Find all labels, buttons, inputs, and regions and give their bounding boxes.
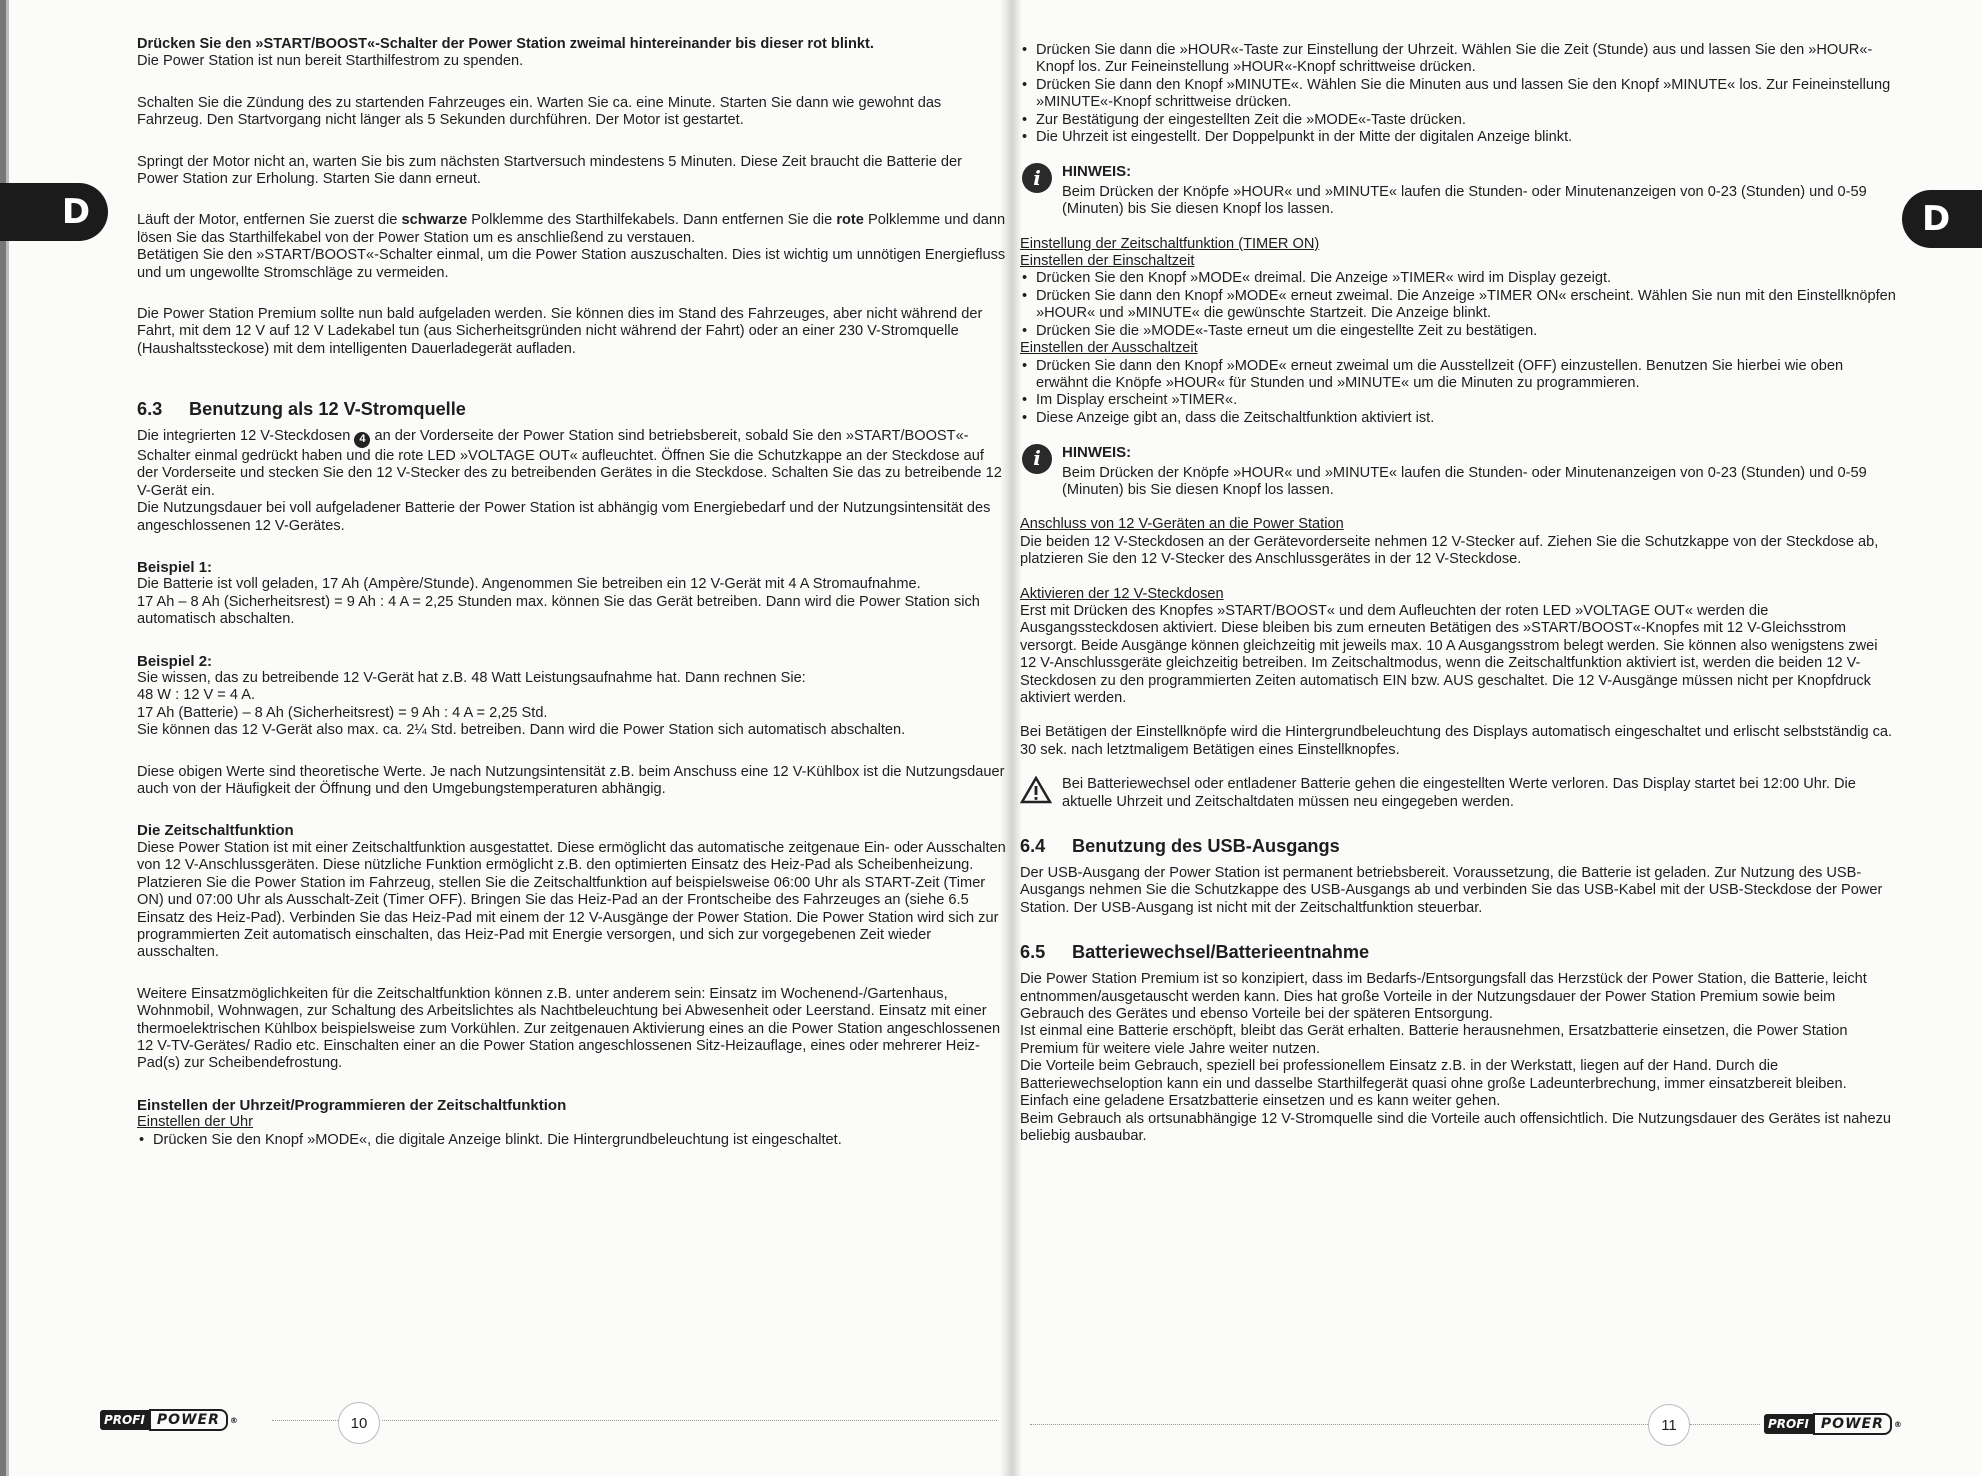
clock-step-1: • Drücken Sie den Knopf »MODE«, die digitale Anzeige blinkt. Die Hintergrundbeleuchtung ist eingeschaltet.	[137, 1132, 1007, 1149]
connection-text: Die beiden 12 V-Steckdosen an der Gerätevorderseite nehmen 12 V-Stecker auf. Ziehen Sie die Schutzkappe von der Steckdose ab, platzieren Sie den 12 V-Stecker des Anschlussgerätes in der 12 V-Steckdose.	[1020, 533, 1879, 568]
on-time-step-1: • Drücken Sie den Knopf »MODE« dreimal. Die Anzeige »TIMER« wird im Display gezeigt.	[1020, 270, 1896, 287]
timer-on-heading: Einstellung der Zeitschaltfunktion (TIMER ON)	[1020, 235, 1320, 252]
page-number-left: 10	[338, 1402, 380, 1444]
theory-paragraph: Diese obigen Werte sind theoretische Werte. Je nach Nutzungsintensität z.B. beim Anschuss eine 12 V-Kühlbox ist die Nutzungsdauer auch von der Häufigkeit der Öffnung und den Umgebungstemperaturen abhängig.	[137, 763, 1005, 798]
warning-icon	[1020, 776, 1052, 804]
warning-text: Bei Batteriewechsel oder entladener Batterie gehen die eingestellten Werte verloren. Das Display startet bei 12:00 Uhr. Die aktuelle Uhrzeit und Zeitschaltdaten müssen neu eingegeben werden.	[1062, 776, 1856, 810]
hint-box-2: i HINWEIS: Beim Drücken der Knöpfe »HOUR« und »MINUTE« laufen die Stunden- oder Minutenanzeigen von 0-23 (Stunden) und 0-59 (Minuten) bis Sie diesen Knopf los lassen.	[1020, 444, 1896, 499]
off-time-heading: Einstellen der Ausschaltzeit	[1020, 340, 1198, 357]
off-time-step-1: • Drücken Sie dann den Knopf »MODE« erneut zweimal um die Ausstellzeit (OFF) einzustellen. Benutzen Sie hierbei wie oben erwähnt die Knöpfe »HOUR« für Stunden und »MINUTE« um die Minuten zu programmieren.	[1020, 358, 1896, 393]
clock-programming-title: Einstellen der Uhrzeit/Programmieren der Zeitschaltfunktion	[137, 1096, 567, 1114]
activation-text: Erst mit Drücken des Knopfes »START/BOOST« und dem Aufleuchten der roten LED »VOLTAGE OUT« werden die Ausgangssteckdosen aktiviert. Diese bleiben bis zum erneuten Betätigen des »START/BOOST«-Knopfes mit 12 V-Gleichsstrom versorgt. Beide Ausgänge können gleichzeitig mit jeweils max. 10 A Ausgangsstrom belegt werden. Sie können also wenigstens zwei 12 V-Anschlussgeräte gleichzeitig betreiben. Im Zeitschaltmodus, wenn die Zeitschaltfunktion aktiviert ist, werden die beiden 12 V-Steckdosen zu den programmierten Zeiten automatisch EIN bzw. AUS geschaltet. Die 12 V-Ausgänge müssen nicht per Knopfdruck aktiviert werden.	[1020, 602, 1878, 706]
backlight-text: Bei Betätigen der Einstellknöpfe wird die Hintergrundbeleuchtung des Displays automatisch eingeschaltet und erlischt selbstständig ca. 30 sek. nach letztmaligem Betätigen eines Einstellknopfes.	[1020, 724, 1893, 758]
boost-instruction: Drücken Sie den »START/BOOST«-Schalter der Power Station zweimal hintereinander bis dieser rot blinkt.	[137, 36, 874, 52]
example-1-title: Beispiel 1:	[137, 559, 213, 577]
clock-step-minute: • Drücken Sie dann den Knopf »MINUTE«. Wählen Sie die Minuten aus und lassen Sie den Knopf »MINUTE« los. Zur Feineinstellung »MINUTE«-Knopf schrittweise drücken.	[1020, 77, 1896, 112]
example-1-line-2: 17 Ah – 8 Ah (Sicherheitsrest) = 9 Ah : 4 A = 2,25 Stunden max. können Sie das Gerät betreiben. Dann wird die Power Station sich automatisch abschalten.	[137, 593, 980, 628]
example-2-title: Beispiel 2:	[137, 652, 213, 670]
recharge-paragraph: Die Power Station Premium sollte nun bald aufgeladen werden. Sie können dies im Stand des Fahrzeuges, aber nicht während der Fahrt, mit dem 12 V auf 12 V Ladekabel tun (aus Sicherheitsgründen nicht während der Fahrt) oder an einer 230 V-Stromquelle (Haushaltssteckose) mit dem intelligenten Dauerladegerät aufladen.	[137, 306, 983, 357]
disconnect-paragraph: Läuft der Motor, entfernen Sie zuerst die schwarze Polklemme des Starthilfekabels. Dann entfernen Sie die rote Polklemme und dann lösen Sie das Starthilfekabel von der Power Station um es anschließend zu verstauen.	[137, 212, 1006, 246]
timer-function-paragraph: Diese Power Station ist mit einer Zeitschaltfunktion ausgestattet. Diese ermöglicht das automatische zeitgenaue Ein- oder Ausschalten von 12 V-Anschlussgeräten. Diese nützliche Funktion ermöglicht z.B. den optimierten Einsatz des Heiz-Pad als Scheibenheizung. Platzieren Sie die Power Station im Fahrzeug, stellen Sie die Zeitschaltfunktion auf beispielsweise 06:00 Uhr als START-Zeit (Timer ON) und 07:00 Uhr als Ausschalt-Zeit (Timer OFF). Bringen Sie das Heiz-Pad an der Frontscheibe des Fahrzeuges an (siehe 6.5 Einsatz des Heiz-Pad). Verbinden Sie das Heiz-Pad mit einem der 12 V-Ausgänge der Power Station. Die Power Station wird sich zur programmierten Zeit automatisch einschalten, das Heiz-Pad mit Energie versorgen, und sich zur vorgegebenen Zeit wieder ausschalten.	[137, 839, 1006, 961]
section-6-5-para-2: Ist einmal eine Batterie erschöpft, bleibt das Gerät erhalten. Batterie herausnehmen, Ersatzbatterie einsetzen, die Power Station Premium für weitere viele Jahre weiter nutzen.	[1020, 1023, 1848, 1057]
info-icon: i	[1022, 444, 1052, 474]
clock-step-hour: • Drücken Sie dann die »HOUR«-Taste zur Einstellung der Uhrzeit. Wählen Sie die Zeit (Stunde) aus und lassen Sie den »HOUR«-Knopf los. Zur Feineinstellung »HOUR«-Knopf schrittweise drücken.	[1020, 42, 1896, 77]
hint-1-text: Beim Drücken der Knöpfe »HOUR« und »MINUTE« laufen die Stunden- oder Minutenanzeigen von 0-23 (Stunden) und 0-59 (Minuten) bis Sie diesen Knopf los lassen.	[1062, 183, 1867, 218]
footer-rule-right-a	[1030, 1424, 1650, 1425]
timer-function-title: Die Zeitschaltfunktion	[137, 822, 294, 840]
clock-step-confirm: • Zur Bestätigung der eingestellten Zeit die »MODE«-Taste drücken.	[1020, 112, 1896, 129]
example-2-line-4: Sie können das 12 V-Gerät also max. ca. 2¼ Std. betreiben. Dann wird die Power Station sich automatisch abschalten.	[137, 722, 906, 739]
section-6-3-heading: 6.3 Benutzung als 12 V-Stromquelle	[137, 399, 466, 420]
brand-logo-right: PROFI POWER ®	[1764, 1412, 1902, 1436]
off-time-step-3: • Diese Anzeige gibt an, dass die Zeitschaltfunktion aktiviert ist.	[1020, 410, 1896, 427]
on-time-step-3: • Drücken Sie die »MODE«-Taste erneut um die eingestellte Zeit zu bestätigen.	[1020, 323, 1896, 340]
warning-box	[1020, 776, 1896, 811]
footer-rule-right-b	[1690, 1424, 1760, 1425]
left-column	[137, 36, 1007, 1149]
clock-setting-subtitle: Einstellen der Uhr	[137, 1114, 253, 1131]
footer-rule-left-b	[382, 1420, 997, 1421]
example-2-line-2: 48 W : 12 V = 4 A.	[137, 687, 256, 704]
example-2-line-3: 17 Ah (Batterie) – 8 Ah (Sicherheitsrest) = 9 Ah : 4 A = 2,25 Std.	[137, 704, 548, 721]
info-icon: i	[1022, 163, 1052, 193]
on-time-heading: Einstellen der Einschaltzeit	[1020, 253, 1195, 270]
section-6-5-para-1: Die Power Station Premium ist so konzipiert, dass im Bedarfs-/Entsorgungsfall das Herzstück der Power Station, die Batterie, leicht entnommen/ausgetauscht werden kann. Dies hat große Vorteile in der Nutzungsdauer der Power Station Premium sowie beim Gebrauch des Gerätes und ebenso Vorteile bei der späteren Entsorgung.	[1020, 971, 1867, 1023]
section-6-3-intro: Die integrierten 12 V-Steckdosen 4 an der Vorderseite der Power Station sind betriebsbereit, sobald Sie den »START/BOOST«-Schalter einmal gedrückt haben und die rote LED »VOLTAGE OUT« aufleuchtet. Öffnen Sie die Schutzkappe an der Steckdose auf der Vorderseite und stecken Sie den 12 V-Stecker des zu betreibenden Gerätes in die Steckdose. Schalten Sie das zu betreibende 12 V-Gerät ein.	[137, 428, 1002, 499]
section-6-4-heading: 6.4 Benutzung des USB-Ausgangs	[1020, 836, 1340, 857]
language-badge-left: D	[0, 183, 108, 241]
callout-number-icon: 4	[354, 432, 370, 448]
activation-heading: Aktivieren der 12 V-Steckdosen	[1020, 585, 1224, 602]
hint-2-text: Beim Drücken der Knöpfe »HOUR« und »MINUTE« laufen die Stunden- oder Minutenanzeigen von 0-23 (Stunden) und 0-59 (Minuten) bis Sie diesen Knopf los lassen.	[1062, 464, 1867, 498]
example-1-line-1: Die Batterie ist voll geladen, 17 Ah (Ampère/Stunde). Angenommen Sie betreiben ein 12 V-Gerät mit 4 A Stromaufnahme.	[137, 576, 921, 593]
off-time-step-2: • Im Display erscheint »TIMER«.	[1020, 392, 1896, 409]
ignition-paragraph: Schalten Sie die Zündung des zu startenden Fahrzeuges ein. Warten Sie ca. eine Minute. Starten Sie dann wie gewohnt das Fahrzeug. Den Startvorgang nicht länger als 5 Sekunden durchführen. Der Motor ist gestartet.	[137, 94, 942, 129]
timer-uses-paragraph: Weitere Einsatzmöglichkeiten für die Zeitschaltfunktion können z.B. unter anderem sein: Einsatz im Wochenend-/Gartenhaus, Wohnmobil, Wohnwagen, zur Schaltung des Arbeitslichtes als Nachtbeleuchtung bei Abwesenheit oder Leerstand. Einsatz mit einer thermoelektrischen Kühlbox beispielsweise zum Vorkühlen. Zur zeitgenauen Aktivierung eines an die Power Station angeschlossenen 12 V-TV-Gerätes/ Radio etc. Einschalten einer an die Power Station angeschlossenen Sitz-Heizauflage, eines oder mehrerer Heiz-Pad(s) zur Scheibendefrostung.	[137, 985, 1001, 1072]
clock-step-done: • Die Uhrzeit ist eingestellt. Der Doppelpunkt in der Mitte der digitalen Anzeige blinkt.	[1020, 129, 1896, 146]
hint-box-1: i HINWEIS: Beim Drücken der Knöpfe »HOUR« und »MINUTE« laufen die Stunden- oder Minutenanzeigen von 0-23 (Stunden) und 0-59 (Minuten) bis Sie diesen Knopf los lassen.	[1020, 163, 1896, 218]
footer-rule-left-a	[272, 1420, 338, 1421]
example-2-line-1: Sie wissen, das zu betreibende 12 V-Gerät hat z.B. 48 Watt Leistungsaufnahme hat. Dann rechnen Sie:	[137, 670, 806, 687]
section-6-4-text: Der USB-Ausgang der Power Station ist permanent betriebsbereit. Voraussetzung, die Batterie ist geladen. Zur Nutzung des USB-Ausgangs nehmen Sie die Schutzkappe des USB-Ausgangs ab und verbinden Sie das USB-Kabel mit der USB-Steckdose der Power Station. Der USB-Ausgang ist nicht mit der Zeitschaltfunktion steuerbar.	[1020, 865, 1883, 916]
section-6-3-duration: Die Nutzungsdauer bei voll aufgeladener Batterie der Power Station ist abhängig vom Energiebedarf und der Nutzungsintensität des angeschlossenen 12 V-Gerätes.	[137, 500, 991, 534]
boost-result: Die Power Station ist nun bereit Starthilfestrom zu spenden.	[137, 53, 524, 70]
on-time-step-2: • Drücken Sie dann den Knopf »MODE« erneut zweimal. Die Anzeige »TIMER ON« erscheint. Wählen Sie nun mit den Einstellknöpfen »HOUR« und »MINUTE« die gewünschte Startzeit. Die Anzeige blinkt.	[1020, 288, 1896, 323]
brand-logo-left: PROFI POWER ®	[100, 1408, 238, 1432]
retry-paragraph: Springt der Motor nicht an, warten Sie bis zum nächsten Startversuch mindestens 5 Minuten. Diese Zeit braucht die Batterie der Power Station zur Erholung. Starten Sie dann erneut.	[137, 153, 962, 188]
connection-heading: Anschluss von 12 V-Geräten an die Power Station	[1020, 516, 1344, 533]
section-6-5-para-4: Beim Gebrauch als ortsunabhängige 12 V-Stromquelle sind die Vorteile auch offensichtlich. Die Nutzungsdauer des Gerätes ist nahezu beliebig ausbaubar.	[1020, 1110, 1892, 1144]
section-6-5-heading: 6.5 Batteriewechsel/Batterieentnahme	[1020, 942, 1370, 963]
switch-off-paragraph: Betätigen Sie den »START/BOOST«-Schalter einmal, um die Power Station auszuschalten. Dies ist wichtig um unnötigen Energiefluss und um ungewollte Stromschläge zu vermeiden.	[137, 247, 1006, 281]
section-6-5-para-3: Die Vorteile beim Gebrauch, speziell bei professionellem Einsatz z.B. in der Werkstatt, liegen auf der Hand. Durch die Batteriewechseloption kann ein und dasselbe Starthilfegerät quasi ohne große Ladeunterbrechung, immer einsatzbereit bleiben. Einfach eine geladene Ersatzbatterie einsetzen und es kann weiter gehen.	[1020, 1058, 1847, 1110]
right-column	[1020, 42, 1896, 1145]
language-badge-right: D	[1902, 190, 1982, 248]
page-number-right: 11	[1648, 1404, 1690, 1446]
